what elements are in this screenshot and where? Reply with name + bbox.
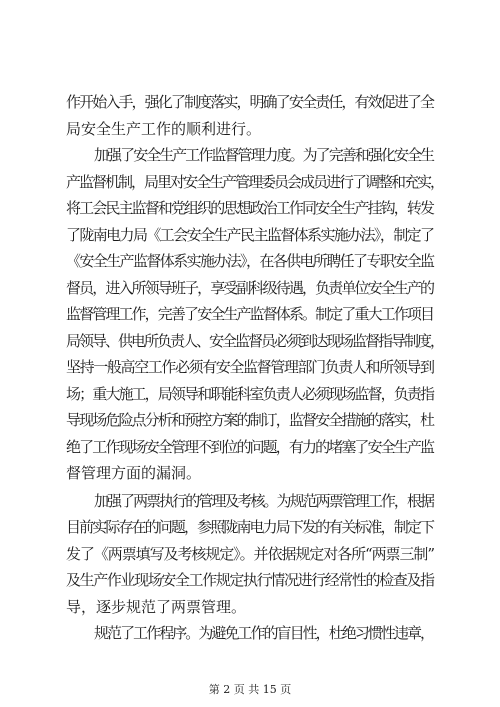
text-line [0,488,500,514]
text-line [0,89,500,115]
text-line [0,460,500,486]
line-text: 坚持一般高空工作必须有安全监督管理部门负责人和所领导到 [66,358,434,376]
line-text: 将工会民主监督和党组织的思想政治工作同安全生产挂钩，转发 [66,199,434,217]
text-line [0,407,500,433]
text-line [0,195,500,221]
text-line [0,301,500,327]
text-line [0,381,500,407]
line-text: 监督管理工作，完善了安全生产监督体系。制定了重大工作项目 [66,305,434,323]
line-text: 加强了安全生产工作监督管理力度。为了完善和强化安全生 [94,146,434,164]
text-line [0,434,500,460]
line-text: 局安全生产工作的顺利进行。 [66,120,262,138]
line-text: 绝了工作现场安全管理不到位的问题，有力的堵塞了安全生产监 [66,438,434,456]
text-line [0,116,500,142]
line-text: 及生产作业现场安全工作规定执行情况进行经常性的检查及指 [66,571,434,589]
line-text: 局领导、供电所负责人、安全监督员必须到达现场监督指导制度， [66,332,444,350]
text-line [0,567,500,593]
line-text: 导，逐步规范了两票管理。 [66,598,247,616]
line-text: 产监督机制，局里对安全生产管理委员会成员进行了调整和充实， [66,173,444,191]
page-footer: 第 2 页 共 15 页 [208,683,292,696]
text-line [0,169,500,195]
text-line [0,594,500,620]
text-line [0,620,500,646]
line-text: 导现场危险点分析和预控方案的制订，监督安全措施的落实，杜 [66,411,434,429]
line-text: 督员，进入所领导班子，享受副科级待遇，负责单位安全生产的 [66,279,434,297]
text-line [0,514,500,540]
text-line [0,142,500,168]
text-line [0,328,500,354]
line-text: 目前实际存在的问题，参照陇南电力局下发的有关标准，制定下 [66,518,434,536]
line-text: 场；重大施工，局领导和职能科室负责人必须现场监督，负责指 [66,385,434,403]
text-line [0,541,500,567]
line-text: 督管理方面的漏洞。 [66,464,202,482]
line-text: 加强了两票执行的管理及考核。为规范两票管理工作，根据 [94,492,434,510]
line-text: 了陇南电力局《工会安全生产民主监督体系实施办法》，制定了 [66,226,434,244]
line-text: 《安全生产监督体系实施办法》，在各供电所聘任了专职安全监 [66,252,434,270]
line-text: 发了《两票填写及考核规定》。并依据规定对各所“两票三制” [66,545,434,563]
text-line [0,275,500,301]
text-line [0,248,500,274]
line-text: 规范了工作程序。为避免工作的盲目性，杜绝习惯性违章， [94,624,434,642]
text-line [0,354,500,380]
text-line [0,222,500,248]
line-text: 作开始入手，强化了制度落实，明确了安全责任，有效促进了全 [66,93,434,111]
